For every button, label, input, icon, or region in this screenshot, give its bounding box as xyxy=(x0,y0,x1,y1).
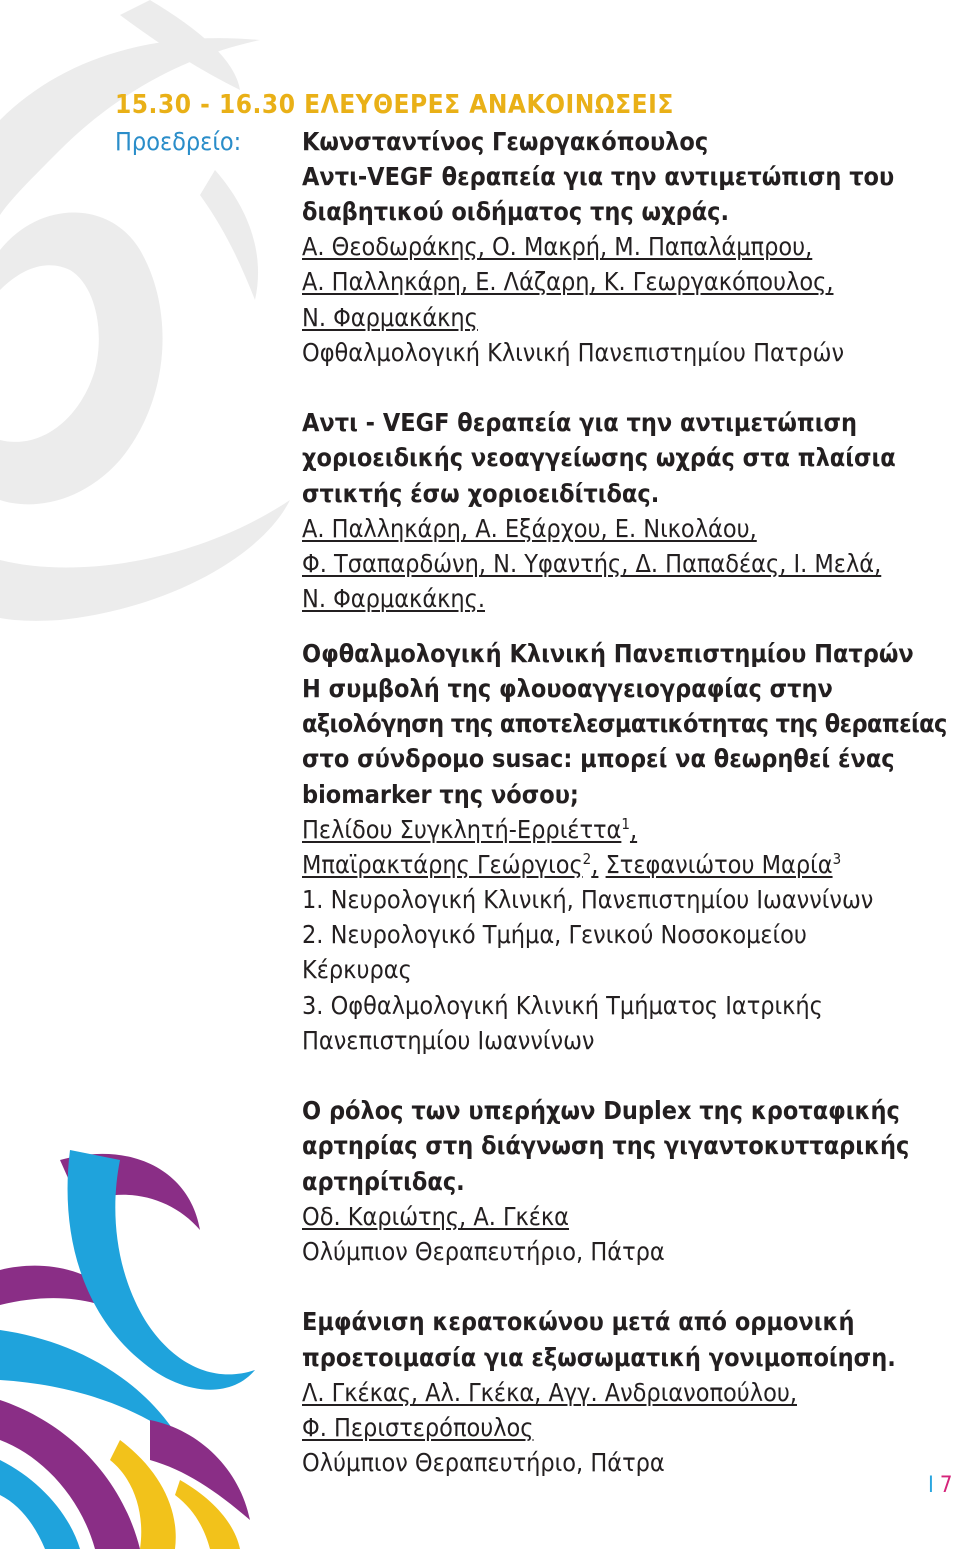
presentation-affiliation: Ολύμπιον Θεραπευτήριο, Πάτρα xyxy=(302,1448,665,1477)
presentation-affiliation: Οφθαλμολογική Κλινική Πανεπιστημίου Πατρών xyxy=(302,338,845,367)
chair-label: Προεδρείο: xyxy=(115,127,242,156)
presentation-title: αξιολόγηση της αποτελεσματικότητας της θεραπείας xyxy=(302,709,947,738)
presentation-affiliation: Κέρκυρας xyxy=(302,955,412,984)
presentation-authors: Λ. Γκέκας, Αλ. Γκέκα, Αγγ. Ανδριανοπούλου, xyxy=(302,1378,797,1407)
presentation-title: Ο ρόλος των υπερήχων Duplex της κροταφικής xyxy=(302,1096,900,1125)
session-title: 15.30 - 16.30 ΕΛΕΥΘΕΡΕΣ ΑΝΑΚΟΙΝΩΣΕΙΣ xyxy=(115,90,674,120)
presentation-authors: Α. Παλληκάρη, Ε. Λάζαρη, Κ. Γεωργακόπουλος, xyxy=(302,267,834,296)
presentation-authors xyxy=(302,847,841,882)
presentation-title: Αντι - VEGF θεραπεία για την αντιμετώπιση xyxy=(302,408,858,437)
author-separator: , xyxy=(591,850,599,879)
presentation-title: προετοιμασία για εξωσωματική γονιμοποίηση. xyxy=(302,1343,896,1372)
presentation-authors: Οδ. Καριώτης, Α. Γκέκα xyxy=(302,1202,570,1231)
presentation-affiliation: 2. Νευρολογικό Τμήμα, Γενικού Νοσοκομείου xyxy=(302,920,807,949)
presentation-authors: Ν. Φαρμακάκης xyxy=(302,303,478,332)
author-affiliation-mark: 1 xyxy=(621,815,630,833)
author-affiliation-mark: 2 xyxy=(582,850,592,868)
presentation-title: στο σύνδρομο susac: μπορεί να θεωρηθεί ένας xyxy=(302,744,895,773)
page-number-value: 7 xyxy=(939,1473,953,1498)
presentation-title: αρτηρίας στη διάγνωση της γιγαντοκυτταρικής xyxy=(302,1131,910,1160)
page-number xyxy=(928,1473,952,1498)
author-name: Στεφανιώτου Μαρία xyxy=(605,850,833,879)
presentation-affiliation: Οφθαλμολογική Κλινική Πανεπιστημίου Πατρών xyxy=(302,639,914,668)
presentation-authors: Α. Θεοδωράκης, Ο. Μακρή, Μ. Παπαλάμπρου, xyxy=(302,232,813,261)
presentation-affiliation: 1. Νευρολογική Κλινική, Πανεπιστημίου Ιωαννίνων xyxy=(302,885,874,914)
presentation-title: Αντι-VEGF θεραπεία για την αντιμετώπιση του xyxy=(302,162,895,191)
presentation-authors: Φ. Περιστερόπουλος xyxy=(302,1413,534,1442)
presentation-title: χοριοειδικής νεοαγγείωσης ωχράς στα πλαίσια xyxy=(302,443,896,472)
presentation-authors: Ν. Φαρμακάκης. xyxy=(302,584,485,613)
presentation-affiliation: 3. Οφθαλμολογική Κλινική Τμήματος Ιατρικής xyxy=(302,991,823,1020)
author-name: Μπαϊρακτάρης Γεώργιος xyxy=(302,850,583,879)
presentation-affiliation: Πανεπιστημίου Ιωαννίνων xyxy=(302,1026,595,1055)
presentation-title: biomarker της νόσου; xyxy=(302,780,579,809)
chair-name: Κωνσταντίνος Γεωργακόπουλος xyxy=(302,127,709,156)
author-name: Πελίδου Συγκλητή-Ερριέττα xyxy=(302,815,622,844)
page-number-separator: I xyxy=(928,1473,934,1498)
corner-ornament xyxy=(0,1150,255,1549)
author-separator: , xyxy=(629,815,638,844)
presentation-affiliation: Ολύμπιον Θεραπευτήριο, Πάτρα xyxy=(302,1237,665,1266)
presentation-authors: Α. Παλληκάρη, Α. Εξάρχου, Ε. Νικολάου, xyxy=(302,514,757,543)
presentation-title: αρτηρίτιδας. xyxy=(302,1167,465,1196)
presentation-title: Η συμβολή της φλουοαγγειογραφίας στην xyxy=(302,674,833,703)
presentation-title: στικτής έσω χοριοειδίτιδας. xyxy=(302,479,660,508)
author-affiliation-mark: 3 xyxy=(832,850,842,868)
presentation-title: Εμφάνιση κερατοκώνου μετά από ορμονική xyxy=(302,1307,855,1336)
presentation-authors: Φ. Τσαπαρδώνη, Ν. Υφαντής, Δ. Παπαδέας, Ι. Μελά, xyxy=(302,549,882,578)
presentation-title: διαβητικού οιδήματος της ωχράς. xyxy=(302,197,730,226)
presentation-authors xyxy=(302,812,637,847)
